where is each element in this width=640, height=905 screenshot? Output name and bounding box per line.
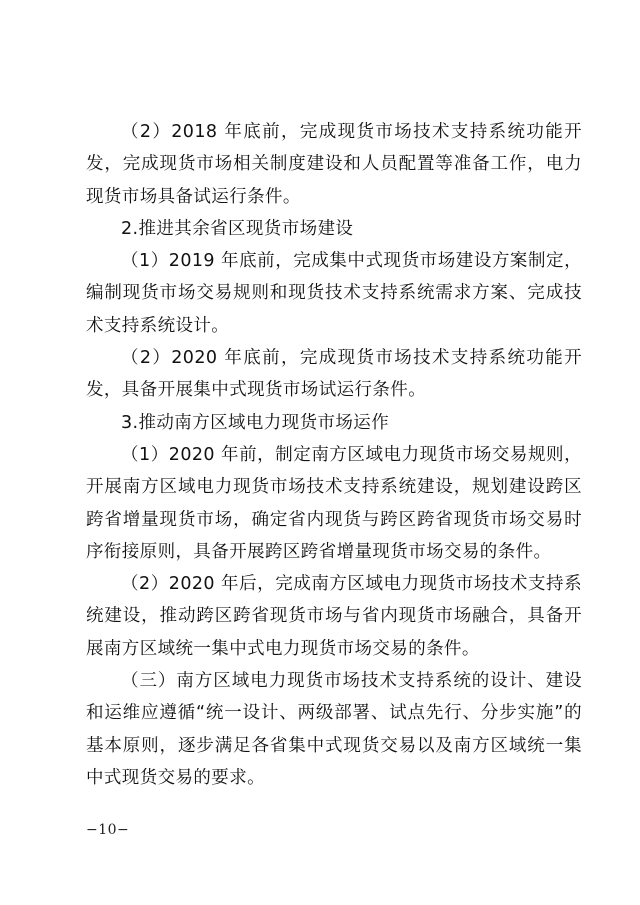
paragraph-2019-milestone: （1）2019 年底前，完成集中式现货市场建设方案制定，编制现货市场交易规则和现货技术支持系统需求方案、完成技术支持系统设计。 <box>86 251 582 336</box>
paragraph-before-2020: （1）2020 年前，制定南方区域电力现货市场交易规则，开展南方区域电力现货市场技术支持系统建设，规划建设跨区跨省增量现货市场，确定省内现货与跨区跨省现货市场交易时序衔接原则，具备开展跨区跨省增量现货市场交易的条件。 <box>86 444 582 562</box>
section-heading-other-provinces: 2.推进其余省区现货市场建设 <box>121 218 354 239</box>
paragraph-technical-support-principles: （三）南方区域电力现货市场技术支持系统的设计、建设和运维应遵循“统一设计、两级部署、试点先行、分步实施”的基本原则，逐步满足各省集中式现货交易以及南方区域统一集中式现货交易的要求。 <box>86 671 582 788</box>
page-number: −10− <box>86 822 130 838</box>
section-heading-southern-region: 3.推动南方区域电力现货市场运作 <box>121 412 390 433</box>
paragraph-after-2020: （2）2020 年后，完成南方区域电力现货市场技术支持系统建设，推动跨区跨省现货市场与省内现货市场融合，具备开展南方区域统一集中式电力现货市场交易的条件。 <box>86 574 582 659</box>
paragraph-2020-milestone: （2）2020 年底前，完成现货市场技术支持系统功能开发，具备开展集中式现货市场试运行条件。 <box>86 348 582 401</box>
page-body <box>86 116 582 794</box>
paragraph-2018-milestone: （2）2018 年底前，完成现货市场技术支持系统功能开发，完成现货市场相关制度建设和人员配置等准备工作，电力现货市场具备试运行条件。 <box>86 122 582 207</box>
